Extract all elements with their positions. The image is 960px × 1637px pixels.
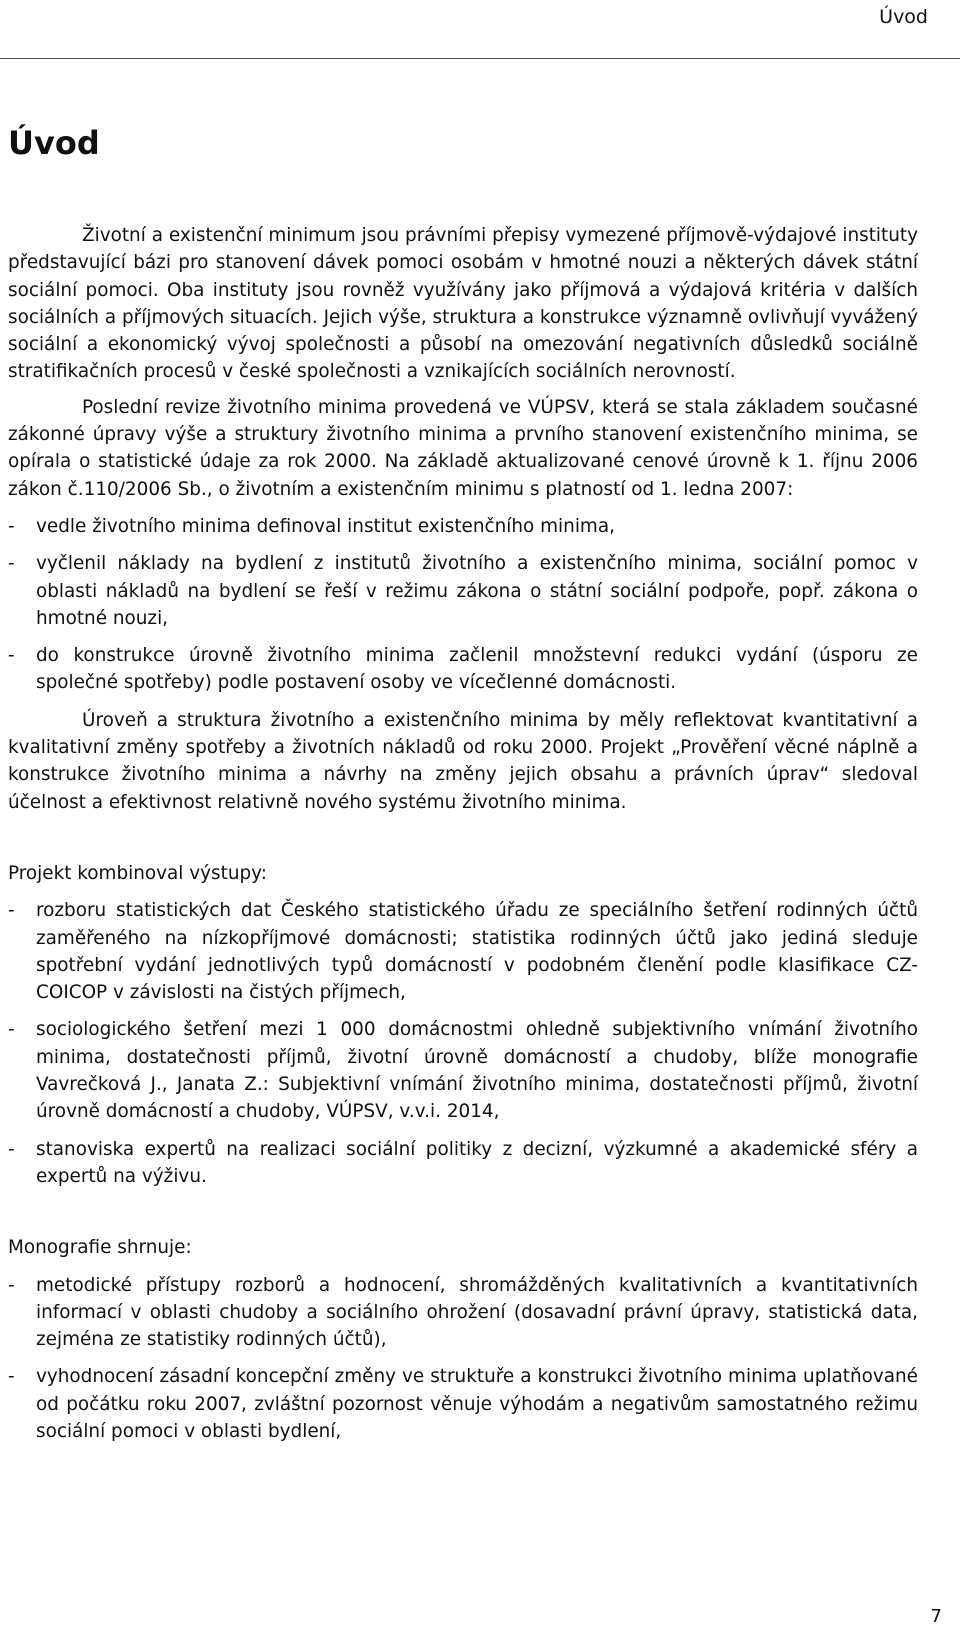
list-dash: -	[8, 900, 15, 922]
list-item-text: rozboru statistických dat Českého statistického úřadu ze speciálního šetření rodinných účtů zaměřeného na nízkopříjmové domácnosti; statistika rodinných účtů jako jediná sleduje spotřební vydání jednotlivých typů domácností v podobném členění podle klasifikace CZ-COICOP v závislosti na čistých příjmech,	[36, 900, 918, 1004]
page-number: 7	[930, 1606, 942, 1627]
list-item	[8, 513, 918, 540]
list-item	[8, 642, 918, 697]
list-item-text: sociologického šetření mezi 1 000 domácnostmi ohledně subjektivního vnímání životního minima, dostatečnosti příjmů, životní úrovně domácností a chudoby, blíže monografie Vavrečková J., Janata Z.: Subjektivní vnímání životního minima, dostatečnosti příjmů, životní úrovně domácností a chudoby, VÚPSV, v.v.i. 2014,	[36, 1019, 918, 1123]
header-rule	[0, 58, 960, 59]
paragraph-intro: Životní a existenční minimum jsou právními přepisy vymezené příjmově-výdajové instituty představující bázi pro stanovení dávek pomoci osobám v hmotné nouzi a některých dávek státní sociální pomoci. Oba instituty jsou rovněž využívány jako příjmová a výdajová kritéria v dalších sociálních a příjmových situacích. Jejich výše, struktura a konstrukce významně ovlivňují vyvážený sociální a ekonomický vývoj společnosti a působí na omezování negativních důsledků sociálně stratifikačních procesů v české společnosti a vznikajících sociálních nerovností.	[8, 225, 918, 383]
list-item	[8, 1136, 918, 1191]
paragraph-summary-heading: Monografie shrnuje:	[8, 1237, 192, 1259]
paragraph-outputs-heading: Projekt kombinoval výstupy:	[8, 862, 267, 884]
list-item	[8, 550, 918, 632]
list-item-text: metodické přístupy rozborů a hodnocení, shromážděných kvalitativních a kvantitativních informací v oblasti chudoby a sociálního ohrožení (dosavadní právní úpravy, statistická data, zejména ze statistiky rodinných účtů),	[36, 1274, 918, 1351]
list-dash: -	[8, 1138, 15, 1160]
paragraph-revision: Poslední revize životního minima provedená ve VÚPSV, která se stala základem současné zákonné úpravy výše a struktury životního minima a prvního stanovení existenčního minima, se opírala o statistické údaje za rok 2000. Na základě aktualizované cenové úrovně k 1. říjnu 2006 zákon č.110/2006 Sb., o životním a existenčním minimu s platností od 1. ledna 2007:	[8, 396, 918, 500]
list-item	[8, 1016, 918, 1125]
running-header: Úvod	[879, 6, 928, 28]
list-item-text: do konstrukce úrovně životního minima začlenil množstevní redukci vydání (úsporu ze společné spotřeby) podle postavení osoby ve vícečlenné domácnosti.	[36, 645, 918, 694]
list-item	[8, 1363, 918, 1445]
paragraph-project: Úroveň a struktura životního a existenčního minima by měly reflektovat kvantitativní a kvalitativní změny spotřeby a životních nákladů od roku 2000. Projekt „Prověření věcné náplně a konstrukce životního minima a návrhy na změny jejich obsahu a právních úprav“ sledoval účelnost a efektivnost relativně nového systému životního minima.	[8, 709, 918, 813]
list-item-text: vedle životního minima definoval institut existenčního minima,	[36, 515, 615, 537]
list-dash: -	[8, 645, 15, 667]
list-monograph-summary	[8, 1272, 918, 1446]
list-item	[8, 1272, 918, 1354]
list-item	[8, 897, 918, 1006]
list-item-text: stanoviska expertů na realizaci sociální politiky z decizní, výzkumné a akademické sféry a expertů na výživu.	[36, 1138, 918, 1187]
list-project-outputs	[8, 897, 918, 1190]
page-title: Úvod	[8, 124, 100, 162]
list-item-text: vyhodnocení zásadní koncepční změny ve struktuře a konstrukci životního minima uplatňované od počátku roku 2007, zvláštní pozornost věnuje výhodám a negativům samostatného režimu sociální pomoci v oblasti bydlení,	[36, 1366, 918, 1442]
list-dash: -	[8, 1274, 15, 1296]
list-dash: -	[8, 553, 15, 575]
list-law-changes	[8, 513, 918, 697]
body-text	[8, 222, 918, 1445]
list-item-text: vyčlenil náklady na bydlení z institutů životního a existenčního minima, sociální pomoc v oblasti nákladů na bydlení se řeší v režimu zákona o státní sociální podpoře, popř. zákona o hmotné nouzi,	[36, 553, 918, 629]
list-dash: -	[8, 515, 15, 537]
list-dash: -	[8, 1366, 15, 1388]
list-dash: -	[8, 1019, 15, 1041]
